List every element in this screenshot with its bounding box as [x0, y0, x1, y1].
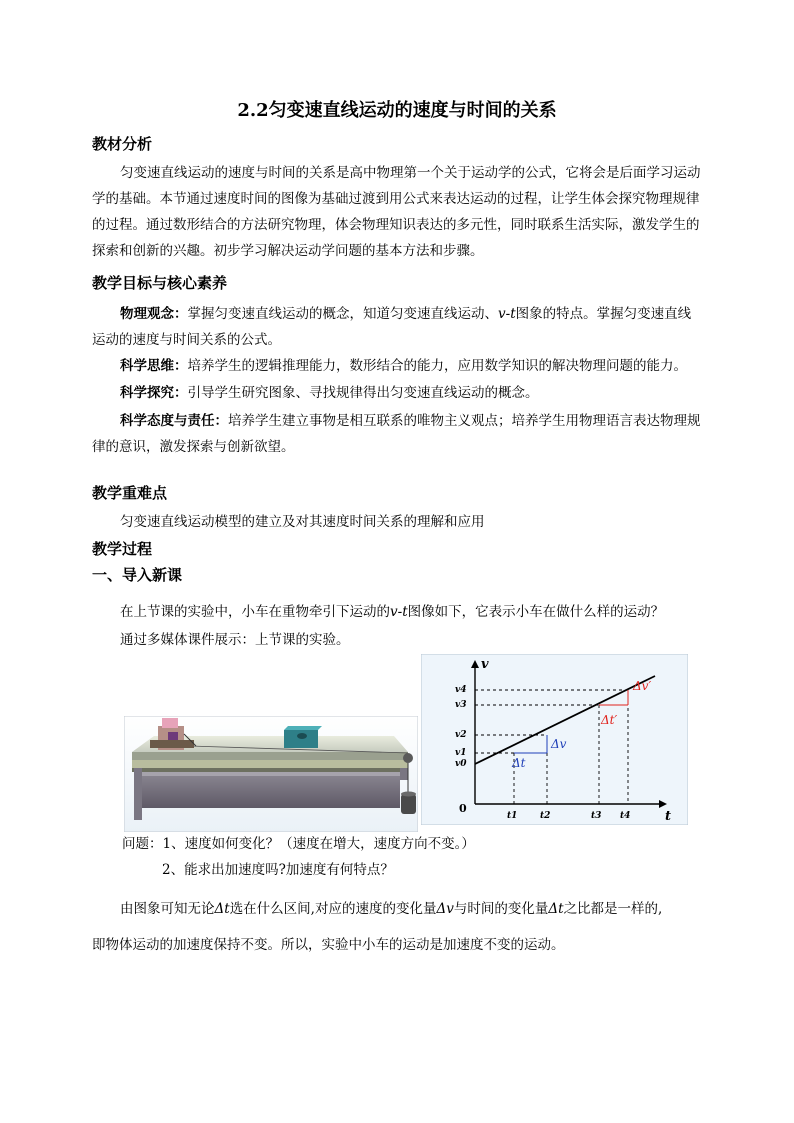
intro-text [120, 600, 664, 620]
goal-label: 物理观念： [120, 306, 188, 322]
heading-introduction: 一、导入新课 [92, 566, 183, 584]
goal-text: 培养学生建立事物是相互联系的唯物主义观点；培养学生用物理语言表达物理规律的意识，激发探索与创新欲望。 [92, 413, 701, 455]
v-tick-label: v1 [455, 748, 467, 758]
t-tick-label: t2 [540, 811, 551, 821]
experiment-illustration [124, 716, 418, 832]
goal-scientific-thinking [92, 353, 704, 379]
vt-symbol: v-t [498, 306, 516, 322]
delta-t-prime-label: Δt′ [601, 713, 618, 727]
textbook-analysis-paragraph: 匀变速直线运动的速度与时间的关系是高中物理第一个关于运动学的公式，它将会是后面学习运动学的基础。本节通过速度时间的图像为基础过渡到用公式来表达运动的过程，让学生体会探究物理规律的过程。通过数形结合的方法研究物理，体会物理知识表达的多元性，同时联系生活实际，激发学生的探索和创新的兴趣。初步学习解决运动学问题的基本方法和步骤。 [92, 165, 701, 259]
v-tick-label: v0 [455, 759, 467, 769]
t-tick-label: t3 [591, 811, 602, 821]
goal-text: 图象的特点。掌握匀变速直线运动的速度与时间关系的公式。 [92, 306, 692, 348]
axis-label-v: v [481, 657, 489, 672]
vt-symbol: v-t [390, 604, 408, 620]
delta-v-prime-label: Δv′ [633, 679, 652, 693]
goal-scientific-inquiry [92, 380, 704, 406]
delta-t-symbol: Δt [548, 901, 564, 917]
conclusion-part: 选在什么区间,对应的速度的变化量 [229, 901, 437, 917]
goal-label: 科学探究： [120, 385, 188, 401]
v-tick-label: v3 [455, 700, 467, 710]
delta-v-symbol: Δv [436, 901, 454, 917]
media-text: 通过多媒体课件展示：上节课的实验。 [120, 632, 350, 648]
key-points-text: 匀变速直线运动模型的建立及对其速度时间关系的理解和应用 [120, 514, 485, 530]
delta-t-symbol: Δt [214, 901, 230, 917]
conclusion-line-2: 即物体运动的加速度保持不变。所以，实验中小车的运动是加速度不变的运动。 [92, 937, 565, 953]
t-tick-label: t1 [507, 811, 518, 821]
delta-t-label: Δt [512, 756, 526, 770]
question-1: 问题：1、速度如何变化？（速度在增大，速度方向不变。） [122, 836, 475, 852]
v-tick-label: v2 [455, 730, 467, 740]
heading-teaching-goals: 教学目标与核心素养 [92, 274, 228, 292]
page-title: 2.2匀变速直线运动的速度与时间的关系 [237, 100, 557, 121]
origin-label: 0 [459, 802, 467, 815]
heading-textbook-analysis: 教材分析 [92, 135, 153, 153]
conclusion-part: 与时间的变化量 [453, 901, 549, 917]
goal-label: 科学态度与责任： [120, 413, 228, 429]
question-2: 2、能求出加速度吗?加速度有何特点？ [162, 862, 394, 878]
intro-part: 在上节课的实验中，小车在重物牵引下运动的 [120, 604, 390, 620]
heading-teaching-process: 教学过程 [92, 540, 153, 558]
v-tick-label: v4 [455, 685, 467, 695]
delta-v-label: Δv [551, 737, 567, 751]
t-tick-label: t4 [620, 811, 631, 821]
intro-part: 图像如下，它表示小车在做什么样的运动？ [407, 604, 665, 620]
vt-graph [421, 654, 688, 825]
conclusion-part: 由图象可知无论 [120, 901, 215, 917]
conclusion-part: 之比都是一样的, [563, 901, 663, 917]
goal-text: 掌握匀变速直线运动的概念，知道匀变速直线运动、 [187, 306, 498, 322]
axis-label-t: t [665, 809, 672, 824]
goal-text: 引导学生研究图象、寻找规律得出匀变速直线运动的概念。 [187, 385, 539, 401]
goal-physics-concept [92, 301, 704, 353]
heading-key-points: 教学重难点 [92, 484, 168, 502]
conclusion-line-1 [120, 897, 662, 917]
goal-text: 培养学生的逻辑推理能力，数形结合的能力，应用数学知识的解决物理问题的能力。 [187, 358, 687, 374]
goal-attitude [92, 408, 704, 460]
goal-label: 科学思维： [120, 358, 188, 374]
